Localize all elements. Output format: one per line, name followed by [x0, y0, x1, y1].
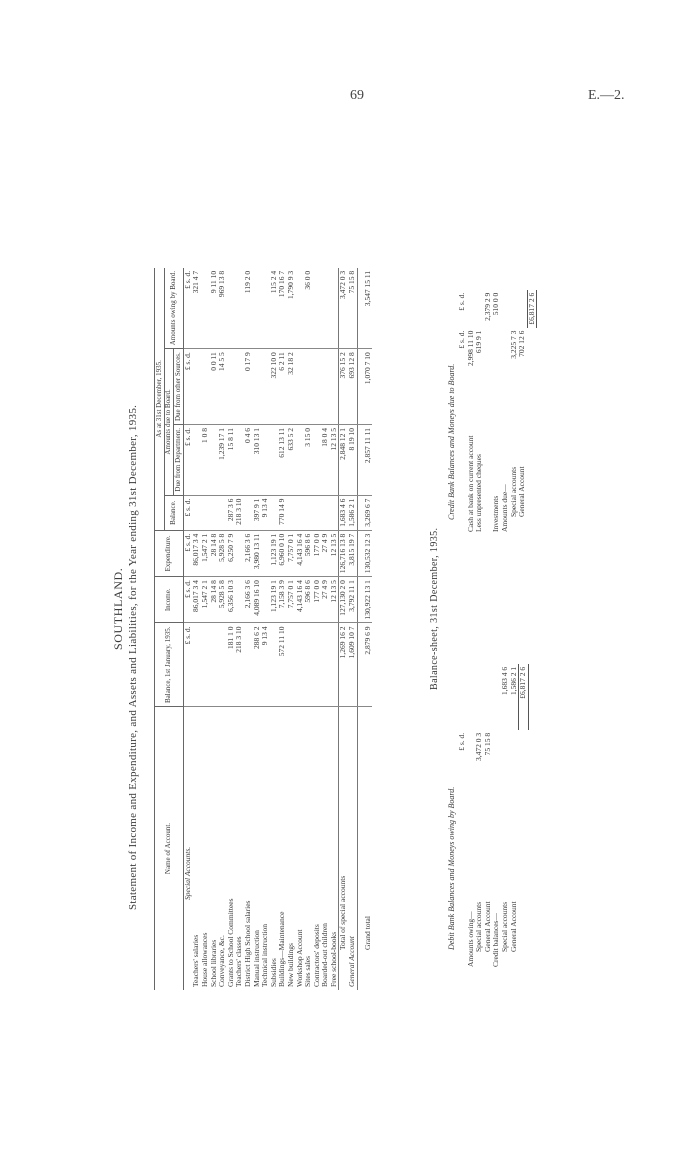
cell: 2,879 6 9 — [357, 623, 372, 707]
cell: 7,158 3 9 — [278, 577, 287, 623]
lsd: £ s. d. — [457, 292, 466, 311]
cell — [227, 349, 236, 425]
account-name: Grants to School Committees — [225, 898, 235, 987]
account-name: Workshop Account — [294, 929, 304, 987]
cell: 14 5 5 — [218, 349, 227, 425]
table-row — [235, 268, 244, 990]
bs-amount — [510, 730, 519, 764]
bs-debit-head: Debit Bank Balances and Moneys owing by Board. — [447, 786, 456, 950]
lsd: £ s. d. — [183, 425, 192, 496]
cell: 1,547 2 1 — [201, 577, 210, 623]
account-name: School libraries — [208, 939, 218, 987]
bs-amount — [467, 290, 476, 328]
cell — [210, 623, 219, 707]
cell: 1,547 2 1 — [201, 530, 210, 576]
cell: 2,166 3 6 — [244, 577, 253, 623]
account-name: District High School salaries — [242, 900, 252, 987]
bs-label: Special accounts — [508, 466, 518, 517]
cell — [321, 268, 330, 349]
bs-amount: 619 9 1 — [474, 330, 484, 354]
bs-label: General Account — [508, 901, 518, 952]
cell: 1,683 4 6 — [339, 495, 348, 530]
col-name: Name of Account. — [155, 707, 184, 991]
lsd: £ s. d. — [183, 530, 192, 576]
cell: 9 13 4 — [261, 495, 270, 530]
bs-credit-table — [458, 290, 537, 535]
region-title: SOUTHLAND. — [111, 567, 125, 650]
grand-label: Grand total — [357, 707, 372, 991]
cell: 2,166 3 6 — [244, 530, 253, 576]
cell — [313, 349, 322, 425]
table-row — [192, 268, 201, 990]
cell: 12 13 5 — [330, 530, 339, 576]
lsd: £ s. d. — [457, 330, 466, 349]
cell: 126,716 13 8 — [339, 530, 348, 576]
bs-label: Credit balances— — [491, 913, 501, 967]
col-as-at: As at 31st December, 1935. — [155, 268, 165, 530]
bs-amount: 3,225 7 3 — [508, 330, 518, 359]
cell — [296, 349, 305, 425]
cell: 288 6 2 — [253, 623, 262, 707]
col-due-other: Due from other Sources. — [174, 349, 184, 425]
bs-amount: 2,998 11 10 — [465, 330, 475, 366]
bs-amount — [501, 290, 510, 328]
cell: 321 4 7 — [192, 268, 201, 349]
cell: 1,790 9 3 — [287, 268, 296, 349]
bs-label: Amounts due— — [499, 484, 509, 532]
lsd: £ s. d. — [183, 495, 192, 530]
col-amounts-due: Amounts due to Board. — [164, 349, 174, 495]
cell: 2,857 11 11 — [357, 425, 372, 496]
cell: 1 0 8 — [201, 425, 210, 496]
bs-amount: 2,379 2 9 — [482, 292, 492, 321]
cell: 8 19 10 — [348, 425, 357, 496]
table-row — [296, 268, 305, 990]
bs-credit-head: Credit Bank Balances and Moneys due to Board. — [447, 363, 456, 520]
cell: 693 12 8 — [348, 349, 357, 425]
cell: 177 0 0 — [313, 577, 322, 623]
bs-amount — [492, 328, 501, 369]
cell: 5,928 5 8 — [218, 530, 227, 576]
cell: 6,356 10 3 — [227, 577, 236, 623]
cell: 612 13 11 — [278, 425, 287, 496]
cell: 6,960 0 10 — [278, 530, 287, 576]
cell: 119 2 0 — [244, 268, 253, 349]
cell — [201, 623, 210, 707]
cell: 12 13 5 — [330, 577, 339, 623]
general-label: General Account — [347, 936, 357, 987]
bs-label: Investments — [491, 495, 501, 532]
cell: 27 4 9 — [321, 530, 330, 576]
account-name: New buildings — [285, 943, 295, 987]
cell: 28 14 8 — [210, 577, 219, 623]
cell — [313, 268, 322, 349]
cell — [296, 495, 305, 530]
cell: 596 8 6 — [304, 577, 313, 623]
cell: 170 16 7 — [278, 268, 287, 349]
lsd: £ s. d. — [183, 623, 192, 707]
cell: 18 0 4 — [321, 425, 330, 496]
bs-amount — [467, 664, 476, 730]
cell: 3 15 0 — [304, 425, 313, 496]
cell: 218 3 10 — [235, 495, 244, 530]
cell: 596 8 6 — [304, 530, 313, 576]
table-row — [287, 268, 296, 990]
total-special-label: Total of special accounts — [339, 707, 348, 991]
cell — [321, 495, 330, 530]
cell — [304, 495, 313, 530]
cell — [313, 623, 322, 707]
statement-title: Statement of Income and Expenditure, and Assets and Liabilities, for the Year ending 31st December, 1935. — [127, 404, 139, 910]
lsd: £ s. d. — [183, 577, 192, 623]
bs-label: General Account — [482, 901, 492, 952]
bs-amount — [475, 664, 484, 730]
cell — [287, 495, 296, 530]
cell — [227, 268, 236, 349]
cell: 969 13 8 — [218, 268, 227, 349]
account-name: Subsidies — [268, 958, 278, 987]
cell: 32 18 2 — [287, 349, 296, 425]
bs-title: Balance-sheet, 31st December, 1935. — [429, 527, 440, 690]
lsd: £ s. d. — [183, 349, 192, 425]
cell: 3,547 15 11 — [357, 268, 372, 349]
bs-amount — [501, 730, 510, 764]
cell: 5,928 5 8 — [218, 577, 227, 623]
cell: 0 4 6 — [244, 425, 253, 496]
cell: 7,757 0 1 — [287, 530, 296, 576]
account-name: Conveyance, &c. — [217, 935, 227, 987]
account-name: Technical instruction — [260, 924, 270, 987]
cell — [304, 623, 313, 707]
cell: 130,922 13 1 — [357, 577, 372, 623]
cell — [192, 623, 201, 707]
bs-credit-total: £6,817 2 6 — [527, 290, 537, 328]
cell: 3,472 0 3 — [339, 268, 348, 349]
cell: 9 11 10 — [210, 268, 219, 349]
cell: 127,130 2 0 — [339, 577, 348, 623]
cell: 376 15 2 — [339, 349, 348, 425]
cell: 181 1 0 — [227, 623, 236, 707]
cell: 1,609 10 7 — [348, 623, 357, 707]
cell: 6 2 11 — [278, 349, 287, 425]
page-reference: E.—2. — [588, 88, 625, 103]
account-name: Boarded-out children — [320, 923, 330, 987]
table-row — [210, 268, 219, 990]
bs-label: Special accounts — [499, 901, 509, 952]
cell: 1,269 16 2 — [339, 623, 348, 707]
account-name: Free school-books — [328, 931, 338, 987]
cell: 0 0 11 — [210, 349, 219, 425]
cell: 0 17 9 — [244, 349, 253, 425]
page-number: 69 — [350, 88, 364, 103]
bs-amount — [510, 290, 519, 328]
cell: 4,089 16 10 — [253, 577, 262, 623]
col-balance-jan: Balance, 1st January, 1935. — [155, 623, 184, 707]
col-due-dept: Due from Department. — [174, 425, 184, 496]
cell: 4,143 16 4 — [296, 577, 305, 623]
bs-amount — [484, 328, 493, 369]
cell: 1,123 19 1 — [270, 530, 279, 576]
rotated-statement — [112, 125, 592, 990]
cell: 130,532 12 3 — [357, 530, 372, 576]
cell — [321, 623, 330, 707]
col-owing: Amounts owing by Board. — [164, 268, 183, 349]
cell: 86,017 3 4 — [192, 530, 201, 576]
cell: 75 15 8 — [348, 268, 357, 349]
cell: 6,250 7 9 — [227, 530, 236, 576]
bs-label: Cash at bank on current account — [465, 435, 475, 532]
cell: 1,070 7 10 — [357, 349, 372, 425]
lsd: £ s. d. — [457, 732, 466, 751]
bs-debit-total: £6,817 2 6 — [519, 664, 529, 730]
cell: 287 3 6 — [227, 495, 236, 530]
account-name: Teachers' salaries — [191, 934, 201, 987]
col-balance: Balance. — [164, 495, 183, 530]
cell — [313, 495, 322, 530]
cell — [253, 349, 262, 425]
cell: 2,848 12 1 — [339, 425, 348, 496]
account-name: Contractors' deposits — [311, 924, 321, 987]
bs-label: General Account — [517, 466, 527, 517]
cell — [201, 495, 210, 530]
cell: 1,586 2 1 — [348, 495, 357, 530]
bs-amount — [492, 730, 501, 764]
cell: 27 4 9 — [321, 577, 330, 623]
bs-amount — [518, 290, 527, 328]
bs-debit-table — [458, 664, 529, 970]
list-item — [475, 290, 484, 535]
cell: 115 2 4 — [270, 268, 279, 349]
account-name: House allowances — [199, 932, 209, 987]
cell: 7,757 0 1 — [287, 577, 296, 623]
cell — [192, 349, 201, 425]
account-name: Manual instruction — [251, 930, 261, 987]
table-row — [278, 268, 287, 990]
bs-amount: 1,586 2 1 — [508, 666, 518, 695]
cell: 218 3 10 — [235, 623, 244, 707]
list-item — [510, 664, 519, 970]
cell: 3,980 13 11 — [253, 530, 262, 576]
lsd: £ s. d. — [183, 268, 192, 349]
cell — [296, 623, 305, 707]
list-item — [518, 290, 527, 535]
cell — [253, 268, 262, 349]
account-name: Sites sales — [303, 955, 313, 987]
cell: 572 11 10 — [278, 623, 287, 707]
account-name: Teachers' classes — [234, 936, 244, 987]
cell: 633 5 2 — [287, 425, 296, 496]
cell: 397 9 1 — [253, 495, 262, 530]
cell: 15 8 11 — [227, 425, 236, 496]
table-row — [304, 268, 313, 990]
cell: 177 0 0 — [313, 530, 322, 576]
col-expenditure: Expenditure. — [155, 530, 184, 576]
col-income: Income. — [155, 577, 184, 623]
bs-amount: 3,472 0 3 — [474, 732, 484, 761]
statement-table — [154, 268, 372, 990]
special-heading: Special Accounts. — [182, 846, 192, 900]
cell: 36 0 0 — [304, 268, 313, 349]
cell — [210, 495, 219, 530]
bs-amount — [484, 664, 493, 730]
cell: 28 14 8 — [210, 530, 219, 576]
cell: 770 14 9 — [278, 495, 287, 530]
table-row — [313, 268, 322, 990]
cell: 3,792 11 1 — [348, 577, 357, 623]
cell: 1,123 19 1 — [270, 577, 279, 623]
cell: 3,269 6 7 — [357, 495, 372, 530]
account-name: Buildings—Maintenance — [277, 911, 287, 987]
bs-amount: 510 0 0 — [491, 292, 501, 316]
table-row — [201, 268, 210, 990]
cell — [321, 349, 330, 425]
cell: 1,239 17 1 — [218, 425, 227, 496]
bs-amount: 75 15 8 — [482, 732, 492, 756]
cell — [192, 495, 201, 530]
cell — [261, 425, 270, 496]
bs-amount: 1,683 4 6 — [499, 666, 509, 695]
cell — [304, 349, 313, 425]
cell: 310 13 1 — [253, 425, 262, 496]
cell: 9 13 4 — [261, 623, 270, 707]
cell: 4,143 16 4 — [296, 530, 305, 576]
table-row — [321, 268, 330, 990]
cell: 322 10 0 — [270, 349, 279, 425]
cell: 86,017 3 4 — [192, 577, 201, 623]
cell — [287, 623, 296, 707]
bs-label: Special accounts — [474, 901, 484, 952]
cell: 12 13 5 — [330, 425, 339, 496]
bs-label: Less unpresented cheques — [474, 454, 484, 532]
cell: 3,815 19 7 — [348, 530, 357, 576]
bs-amount: 702 12 6 — [517, 330, 527, 357]
bs-label: Amounts owing— — [465, 911, 475, 967]
